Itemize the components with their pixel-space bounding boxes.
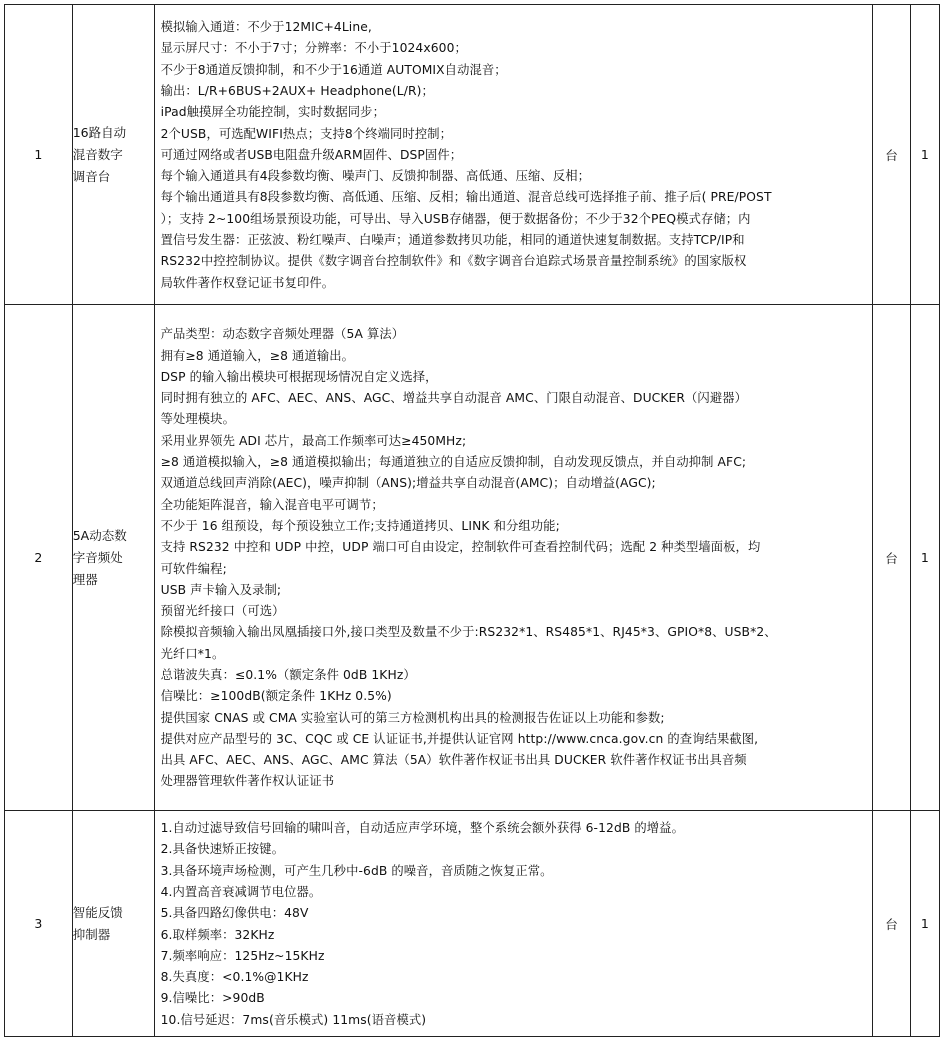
spec-line: 采用业界领先 ADI 芯片，最高工作频率可达≥450MHz; [160, 433, 467, 448]
spec-line: 产品类型：动态数字音频处理器（5A 算法） [160, 327, 405, 342]
spec-line: 6.取样频率：32KHz [160, 927, 275, 942]
spec-line: 预留光纤接口（可选） [160, 604, 285, 619]
unit: 台 [873, 305, 910, 811]
spec-table [4, 4, 940, 1037]
spec-line: 10.信号延迟：7ms(音乐模式) 11ms(语音模式) [160, 1012, 427, 1027]
product-name-line: 理器 [72, 571, 98, 587]
row-number: 1 [5, 5, 73, 305]
spec-line: RS232中控控制协议。提供《数字调音台控制软件》和《数字调音台追踪式场景音量控制系统》的国家版权 [160, 254, 747, 269]
spec-line: 不少于 16 组预设，每个预设独立工作;支持通道拷贝、LINK 和分组功能; [160, 518, 560, 533]
spec-line: 拥有≥8 通道输入，≥8 通道输出。 [160, 348, 355, 363]
spec-line: 支持 RS232 中控和 UDP 中控，UDP 端口可自由设定，控制软件可查看控制代码；选配 2 种类型墙面板，均 [160, 540, 761, 555]
spec-line: USB 声卡输入及录制; [160, 582, 282, 597]
spec-line: ）；支持 2~100组场景预设功能，可导出、导入USB存储器，便于数据备份；不少于32个PEQ模式存储；内 [160, 211, 751, 226]
spec-line: 可通过网络或者USB电阻盘升级ARM固件、DSP固件； [160, 147, 463, 162]
table-row [5, 5, 940, 305]
spec-line: 双通道总线回声消除(AEC)，噪声抑制（ANS);增益共享自动混音(AMC)；自动增益(AGC); [160, 476, 656, 491]
unit: 台 [873, 811, 910, 1037]
spec-line: 置信号发生器：正弦波、粉红噪声、白噪声；通道参数拷贝功能，相同的通道快速复制数据。支持TCP/IP和 [160, 233, 745, 248]
spec-line: 8.失真度：<0.1%@1KHz [160, 970, 309, 985]
spec-line: ≥8 通道模拟输入，≥8 通道模拟输出；每通道独立的自适应反馈抑制，自动发现反馈点，并自动抑制 AFC; [160, 455, 747, 470]
spec-line: 1.自动过滤导致信号回输的啸叫音，自动适应声学环境，整个系统会额外获得 6-12dB 的增益。 [160, 821, 684, 836]
row-number: 2 [5, 305, 73, 811]
spec-description [154, 811, 873, 1037]
spec-line: 除模拟音频输入输出凤凰插接口外,接口类型及数量不少于:RS232*1、RS485*1、RJ45*3、GPIO*8、USB*2、 [160, 625, 777, 640]
spec-line: 9.信噪比：>90dB [160, 991, 265, 1006]
spec-line: 输出：L/R+6BUS+2AUX+ Headphone(L/R)； [160, 83, 434, 98]
product-name-line: 混音数字 [72, 146, 123, 162]
spec-line: iPad触摸屏全功能控制，实时数据同步； [160, 105, 385, 120]
product-name-line: 智能反馈 [72, 904, 123, 920]
spec-line: 每个输出通道具有8段参数均衡、高低通、压缩、反相；输出通道、混音总线可选择推子前、推子后( PRE/POST [160, 190, 772, 205]
spec-line: 模拟输入通道：不少于12MIC+4Line, [160, 20, 372, 35]
spec-line: 局软件著作权登记证书复印件。 [160, 275, 335, 290]
table-row [5, 811, 940, 1037]
spec-line: 信噪比：≥100dB(额定条件 1KHz 0.5%) [160, 689, 392, 704]
spec-line: 5.具备四路幻像供电：48V [160, 906, 309, 921]
spec-line: 2个USB，可选配WIFI热点；支持8个终端同时控制； [160, 126, 453, 141]
spec-line: 同时拥有独立的 AFC、AEC、ANS、AGC、增益共享自动混音 AMC、门限自动混音、DUCKER（闪避器） [160, 391, 748, 406]
spec-line: 3.具备环境声场检测，可产生几秒中-6dB 的噪音，音质随之恢复正常。 [160, 863, 553, 878]
spec-line: 出具 AFC、AEC、ANS、AGC、AMC 算法（5A）软件著作权证书出具 DUCKER 软件著作权证书出具音频 [160, 753, 747, 768]
spec-line: 7.频率响应：125Hz~15KHz [160, 948, 325, 963]
product-name [72, 811, 154, 1037]
row-number: 3 [5, 811, 73, 1037]
product-name-line: 16路自动 [72, 124, 127, 140]
spec-line: 光纤口*1。 [160, 646, 225, 661]
spec-line: 不少于8通道反馈抑制，和不少于16通道 AUTOMIX自动混音； [160, 62, 507, 77]
quantity: 1 [910, 5, 939, 305]
spec-line: 全功能矩阵混音，输入混音电平可调节； [160, 497, 384, 512]
spec-description [154, 305, 873, 811]
product-name-line: 调音台 [72, 168, 111, 184]
spec-line: 总谐波失真：≤0.1%（额定条件 0dB 1KHz） [160, 667, 416, 682]
spec-line: 等处理模块。 [160, 412, 235, 427]
spec-line: 提供对应产品型号的 3C、CQC 或 CE 认证证书,并提供认证官网 http://www.cnca.gov.cn 的查询结果截图, [160, 731, 759, 746]
product-name-line: 抑制器 [72, 926, 111, 942]
spec-description [154, 5, 873, 305]
table-row [5, 305, 940, 811]
product-name-line: 5A动态数 [72, 527, 127, 543]
product-name [72, 305, 154, 811]
quantity: 1 [910, 305, 939, 811]
product-name [72, 5, 154, 305]
spec-line: 显示屏尺寸：不小于7寸；分辨率：不小于1024x600； [160, 41, 467, 56]
unit: 台 [873, 5, 910, 305]
spec-line: 每个输入通道具有4段参数均衡、噪声门、反馈抑制器、高低通、压缩、反相； [160, 169, 591, 184]
spec-line: 可软件编程; [160, 561, 227, 576]
spec-line: DSP 的输入输出模块可根据现场情况自定义选择， [160, 369, 438, 384]
quantity: 1 [910, 811, 939, 1037]
spec-line: 处理器管理软件著作权认证证书 [160, 774, 335, 789]
product-name-line: 字音频处 [72, 549, 123, 565]
spec-line: 提供国家 CNAS 或 CMA 实验室认可的第三方检测机构出具的检测报告佐证以上功能和参数; [160, 710, 665, 725]
spec-line: 2.具备快速矫正按键。 [160, 842, 285, 857]
spec-line: 4.内置高音衰减调节电位器。 [160, 884, 322, 899]
